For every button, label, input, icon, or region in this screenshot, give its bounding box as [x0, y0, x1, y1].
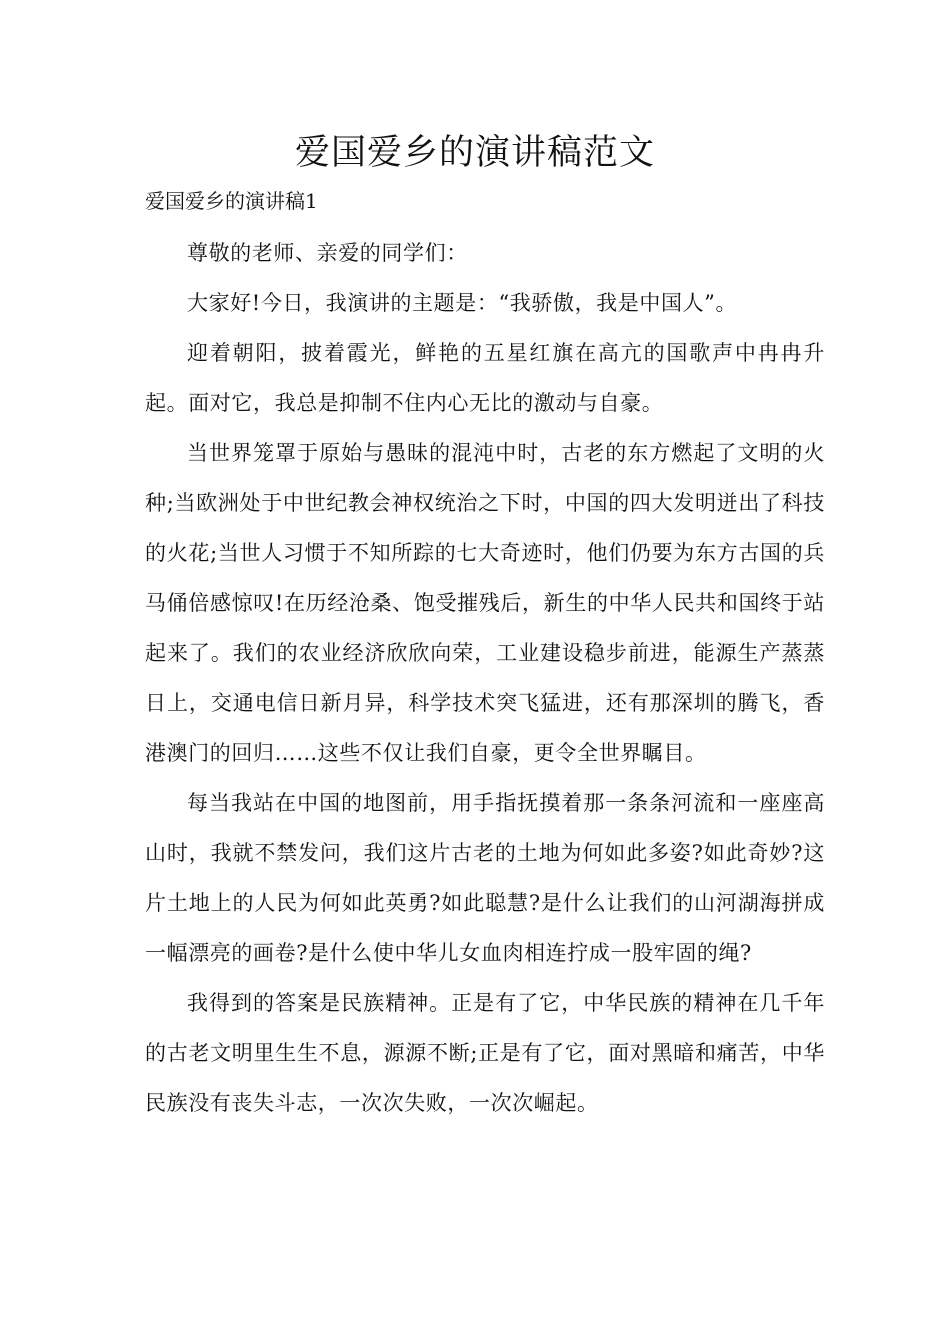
document-body	[145, 228, 825, 1128]
paragraph-flag: 迎着朝阳，披着霞光，鲜艳的五星红旗在高亢的国歌声中冉冉升起。面对它，我总是抑制不住内心无比的激动与自豪。	[145, 341, 825, 415]
paragraph-answer: 我得到的答案是民族精神。正是有了它，中华民族的精神在几千年的古老文明里生生不息，源源不断;正是有了它，面对黑暗和痛苦，中华民族没有丧失斗志，一次次失败，一次次崛起。	[145, 991, 825, 1115]
document-title: 爱国爱乡的演讲稿范文	[294, 133, 655, 173]
document-subtitle: 爱国爱乡的演讲稿1	[145, 189, 318, 213]
paragraph-greeting: 尊敬的老师、亲爱的同学们：	[187, 241, 468, 265]
paragraph-map: 每当我站在中国的地图前，用手指抚摸着那一条条河流和一座座高山时，我就不禁发问，我们这片古老的土地为何如此多姿?如此奇妙?这片土地上的人民为何如此英勇?如此聪慧?是什么让我们的山河湖海拼成一幅漂亮的画卷?是什么使中华儿女血肉相连拧成一股牢固的绳?	[145, 791, 825, 965]
paragraph-opening: 大家好!今日，我演讲的主题是：“我骄傲，我是中国人”。	[187, 291, 738, 315]
paragraph-history: 当世界笼罩于原始与愚昧的混沌中时，古老的东方燃起了文明的火种;当欧洲处于中世纪教会神权统治之下时，中国的四大发明迸出了科技的火花;当世人习惯于不知所踪的七大奇迹时，他们仍要为东方古国的兵马俑倍感惊叹!在历经沧桑、饱受摧残后，新生的中华人民共和国终于站起来了。我们的农业经济欣欣向荣，工业建设稳步前进，能源生产蒸蒸日上，交通电信日新月异，科学技术突飞猛进，还有那深圳的腾飞，香港澳门的回归……这些不仅让我们自豪，更令全世界瞩目。	[145, 441, 825, 765]
